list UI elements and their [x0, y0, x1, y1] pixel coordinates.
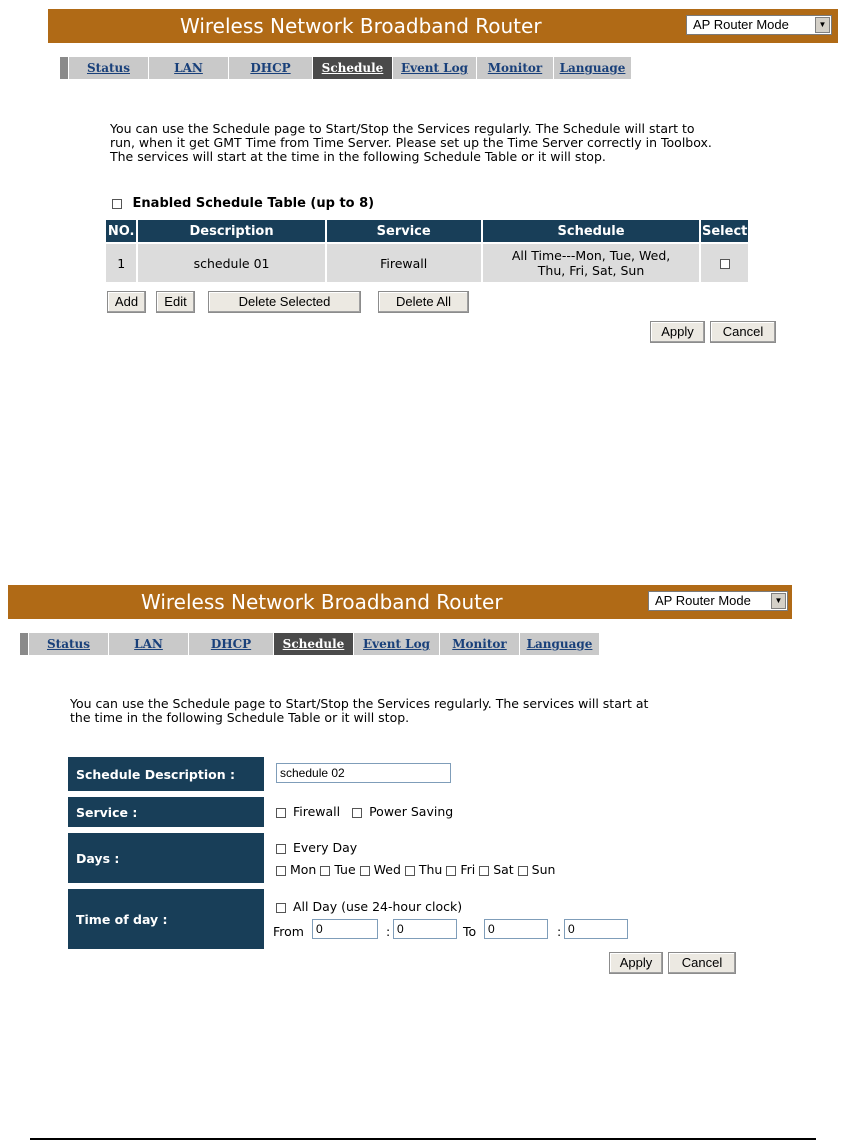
- delete-all-button[interactable]: Delete All: [378, 291, 469, 313]
- mode-select-value: AP Router Mode: [655, 593, 751, 608]
- row-select: [701, 244, 748, 282]
- power-saving-label: Power Saving: [369, 804, 454, 819]
- tab-schedule[interactable]: Schedule: [274, 633, 354, 655]
- header-title: Wireless Network Broadband Router: [180, 14, 542, 38]
- all-day-label: All Day (use 24-hour clock): [292, 899, 463, 914]
- nav-bar: [20, 633, 600, 655]
- edit-button[interactable]: Edit: [156, 291, 195, 313]
- all-day-checkbox[interactable]: [276, 903, 286, 913]
- nav-lead: [60, 57, 69, 79]
- sun-label: Sun: [531, 862, 556, 877]
- page-description: [70, 697, 830, 725]
- chevron-down-icon[interactable]: ▼: [771, 593, 786, 609]
- delete-selected-button[interactable]: Delete Selected: [208, 291, 361, 313]
- mon-checkbox[interactable]: [276, 866, 286, 876]
- every-day-label: Every Day: [292, 840, 358, 855]
- description-line: The services will start at the time in the following Schedule Table or it will stop.: [110, 149, 606, 164]
- sun-checkbox[interactable]: [518, 866, 528, 876]
- col-service: Service: [327, 220, 481, 242]
- tab-lan[interactable]: LAN: [109, 633, 189, 655]
- tab-language[interactable]: Language: [520, 633, 600, 655]
- from-hour-input[interactable]: 0: [312, 919, 378, 939]
- thu-checkbox[interactable]: [405, 866, 415, 876]
- schedule-table: [104, 218, 750, 284]
- tab-event-log[interactable]: Event Log: [393, 57, 477, 79]
- apply-button[interactable]: Apply: [609, 952, 663, 974]
- table-row: [106, 244, 748, 282]
- tab-dhcp[interactable]: DHCP: [229, 57, 313, 79]
- all-day-option: [276, 899, 462, 914]
- cancel-button[interactable]: Cancel: [710, 321, 776, 343]
- days-label: Days :: [68, 833, 264, 883]
- enable-schedule-checkbox[interactable]: [112, 199, 122, 209]
- time-separator: :: [386, 924, 391, 939]
- apply-button[interactable]: Apply: [650, 321, 705, 343]
- header-bar: [48, 9, 838, 43]
- thu-label: Thu: [418, 862, 443, 877]
- tab-lan[interactable]: LAN: [149, 57, 229, 79]
- enable-schedule-label: Enabled Schedule Table (up to 8): [132, 196, 375, 211]
- table-header: [106, 220, 748, 242]
- tab-status[interactable]: Status: [29, 633, 109, 655]
- to-label: To: [463, 924, 477, 939]
- time-of-day-label: Time of day :: [68, 889, 264, 949]
- cancel-button[interactable]: Cancel: [668, 952, 736, 974]
- sat-label: Sat: [493, 862, 514, 877]
- enable-schedule-row: [112, 196, 374, 211]
- fri-checkbox[interactable]: [446, 866, 456, 876]
- description-line: You can use the Schedule page to Start/Stop the Services regularly. The Schedule will start to: [110, 121, 695, 136]
- description-line: run, when it get GMT Time from Time Server. Please set up the Time Server correctly in Toolbox.: [110, 135, 712, 150]
- row-schedule-line: All Time---Mon, Tue, Wed,: [511, 248, 671, 263]
- col-description: Description: [138, 220, 324, 242]
- header-bar: [8, 585, 792, 619]
- to-hour-input[interactable]: 0: [484, 919, 548, 939]
- nav-bar: [60, 57, 632, 79]
- tab-language[interactable]: Language: [554, 57, 632, 79]
- row-service: Firewall: [327, 244, 481, 282]
- divider: [30, 1138, 816, 1140]
- tab-dhcp[interactable]: DHCP: [189, 633, 274, 655]
- day-options: [276, 862, 555, 877]
- schedule-description-label: Schedule Description :: [68, 757, 264, 791]
- row-no: 1: [106, 244, 136, 282]
- page-description: [110, 122, 840, 164]
- from-minute-input[interactable]: 0: [393, 919, 457, 939]
- mode-select-value: AP Router Mode: [693, 17, 789, 32]
- service-label: Service :: [68, 797, 264, 827]
- add-button[interactable]: Add: [107, 291, 146, 313]
- firewall-checkbox[interactable]: [276, 808, 286, 818]
- mode-select[interactable]: [648, 591, 788, 611]
- tab-status[interactable]: Status: [69, 57, 149, 79]
- sat-checkbox[interactable]: [479, 866, 489, 876]
- mode-select[interactable]: [686, 15, 832, 35]
- tab-event-log[interactable]: Event Log: [354, 633, 440, 655]
- fri-label: Fri: [460, 862, 476, 877]
- row-description: schedule 01: [138, 244, 324, 282]
- to-minute-input[interactable]: 0: [564, 919, 628, 939]
- description-line: You can use the Schedule page to Start/Stop the Services regularly. The services will start at: [70, 696, 649, 711]
- mon-label: Mon: [289, 862, 317, 877]
- wed-label: Wed: [373, 862, 401, 877]
- power-saving-checkbox[interactable]: [352, 808, 362, 818]
- col-select: Select: [701, 220, 748, 242]
- schedule-description-input[interactable]: schedule 02: [276, 763, 451, 783]
- row-schedule: [483, 244, 700, 282]
- chevron-down-icon[interactable]: ▼: [815, 17, 830, 33]
- service-options: [276, 804, 453, 819]
- every-day-checkbox[interactable]: [276, 844, 286, 854]
- header-title: Wireless Network Broadband Router: [141, 590, 503, 614]
- nav-lead: [20, 633, 29, 655]
- description-line: the time in the following Schedule Table or it will stop.: [70, 710, 410, 725]
- col-no: NO.: [106, 220, 136, 242]
- tab-schedule[interactable]: Schedule: [313, 57, 393, 79]
- tue-label: Tue: [334, 862, 356, 877]
- tab-monitor[interactable]: Monitor: [440, 633, 520, 655]
- time-separator: :: [557, 924, 562, 939]
- col-schedule: Schedule: [483, 220, 700, 242]
- tue-checkbox[interactable]: [320, 866, 330, 876]
- firewall-label: Firewall: [292, 804, 341, 819]
- row-select-checkbox[interactable]: [720, 259, 730, 269]
- every-day-option: [276, 840, 357, 855]
- tab-monitor[interactable]: Monitor: [477, 57, 554, 79]
- wed-checkbox[interactable]: [360, 866, 370, 876]
- row-schedule-line: Thu, Fri, Sat, Sun: [537, 263, 645, 278]
- from-label: From: [273, 924, 304, 939]
